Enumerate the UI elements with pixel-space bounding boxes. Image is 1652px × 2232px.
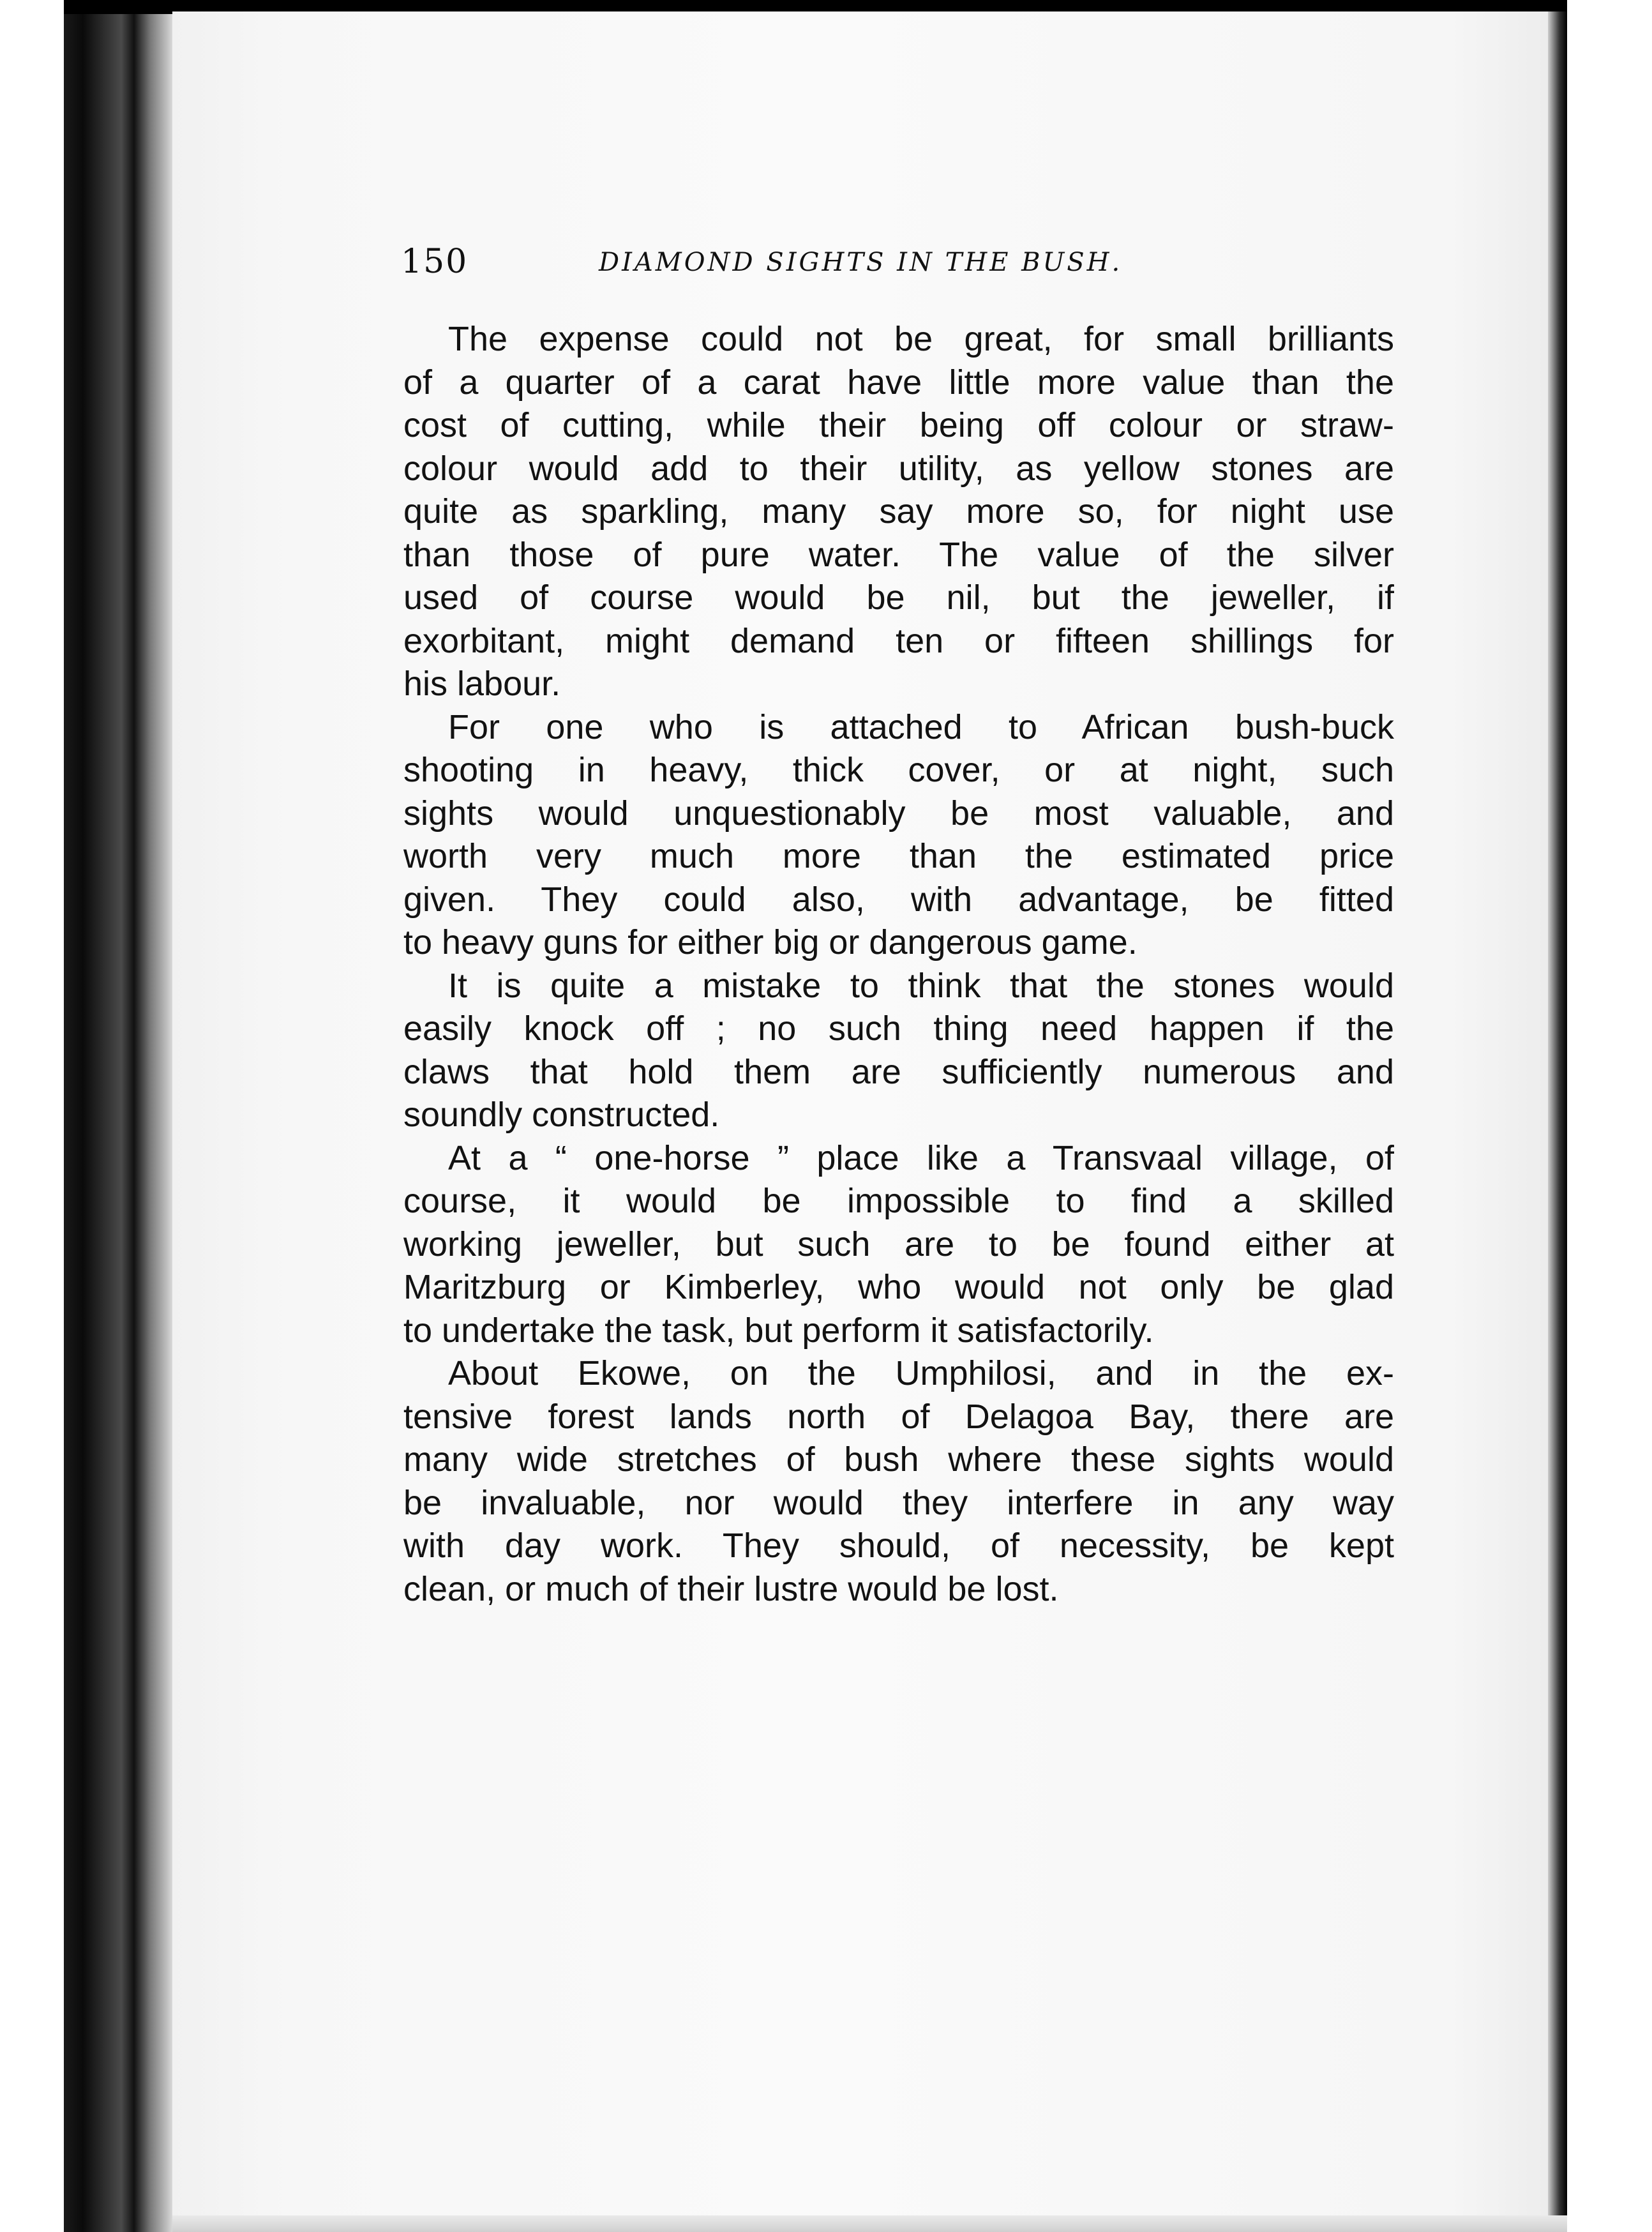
text-line: The expense could not be great, for small brilliants: [448, 320, 1394, 358]
running-head: [401, 243, 1397, 281]
text-line: with day work. They should, of necessity, be kept: [403, 1527, 1394, 1565]
text-line: quite as sparkling, many say more so, for night use: [403, 492, 1394, 531]
paragraph: [403, 965, 1394, 1137]
text-line: For one who is attached to African bush-buck: [448, 707, 1394, 746]
text-line: many wide stretches of bush where these sights would: [403, 1440, 1394, 1479]
paragraph: [403, 1137, 1394, 1353]
text-line: claws that hold them are sufficiently numerous and: [403, 1052, 1394, 1091]
text-line: working jeweller, but such are to be found either at: [403, 1225, 1394, 1263]
text-line: his labour.: [403, 665, 561, 703]
paragraph: [403, 706, 1394, 965]
text-line: than those of pure water. The value of the silver: [403, 535, 1394, 574]
book-spine-edge: [64, 0, 176, 2232]
text-line: shooting in heavy, thick cover, or at night, such: [403, 751, 1394, 789]
text-line: easily knock off ; no such thing need happen if the: [403, 1009, 1394, 1048]
text-line: exorbitant, might demand ten or fifteen shillings for: [403, 621, 1394, 660]
page-bottom-edge: [172, 2215, 1567, 2232]
text-line: clean, or much of their lustre would be lost.: [403, 1569, 1059, 1608]
text-line: tensive forest lands north of Delagoa Bay, there are: [403, 1397, 1394, 1436]
text-line: worth very much more than the estimated price: [403, 837, 1394, 875]
text-line: At a “ one-horse ” place like a Transvaal village, of: [448, 1138, 1394, 1177]
text-line: sights would unquestionably be most valuable, and: [403, 794, 1394, 833]
text-line: soundly constructed.: [403, 1096, 720, 1134]
text-line: course, it would be impossible to find a skilled: [403, 1182, 1394, 1220]
text-line: be invaluable, nor would they interfere in any way: [403, 1483, 1394, 1522]
text-line: of a quarter of a carat have little more value than the: [403, 363, 1394, 402]
page-right-edge: [1548, 11, 1567, 2232]
scan-right-margin: [1567, 0, 1652, 2232]
body-text: [403, 318, 1394, 1611]
paragraph: [403, 1352, 1394, 1611]
text-line: to heavy guns for either big or dangerous game.: [403, 923, 1138, 961]
text-line: Maritzburg or Kimberley, who would not only be glad: [403, 1268, 1394, 1306]
text-line: About Ekowe, on the Umphilosi, and in the ex-: [448, 1354, 1394, 1392]
text-line: cost of cutting, while their being off colour or straw-: [403, 406, 1394, 444]
text-line: colour would add to their utility, as yellow stones are: [403, 449, 1394, 488]
paragraph: [403, 318, 1394, 706]
text-line: used of course would be nil, but the jeweller, if: [403, 578, 1394, 617]
text-line: to undertake the task, but perform it satisfactorily.: [403, 1311, 1154, 1350]
running-title: DIAMOND SIGHTS IN THE BUSH.: [599, 248, 1123, 277]
text-line: It is quite a mistake to think that the stones would: [448, 966, 1394, 1005]
page-number: 150: [401, 243, 469, 281]
text-line: given. They could also, with advantage, be fitted: [403, 880, 1394, 919]
